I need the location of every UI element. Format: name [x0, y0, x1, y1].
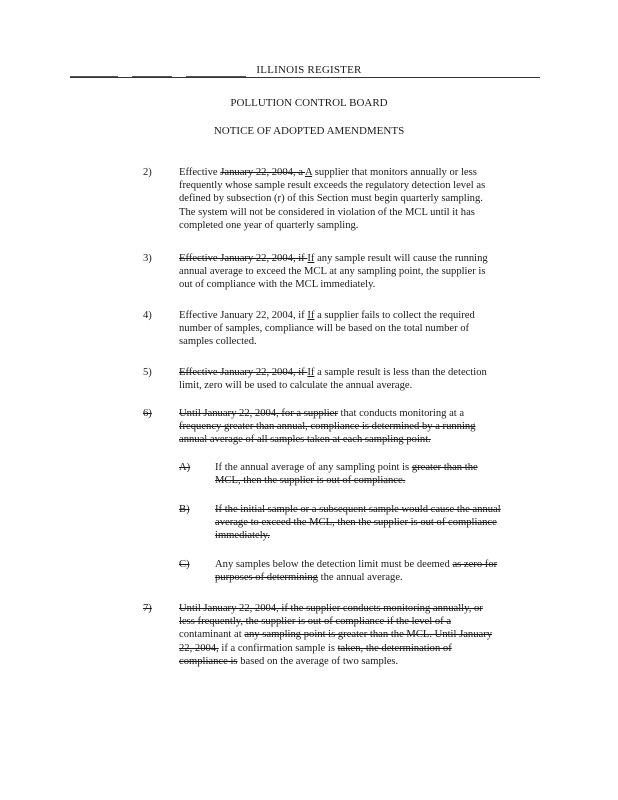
deleted-text: less frequently, the supplier is out of compliance if the level of a	[179, 616, 452, 628]
text-run: defined by subsection (r) of this Section must begin quarterly sampling.	[179, 193, 483, 205]
item-number: B)	[179, 504, 190, 515]
item-number: C)	[179, 559, 190, 570]
text-line	[179, 309, 539, 322]
text-line	[215, 516, 540, 529]
text-run: a supplier fails to collect the required	[314, 310, 475, 321]
deleted-text: Until January 22, 2004, for a supplier	[179, 408, 338, 419]
text-line	[179, 219, 539, 232]
deleted-text: Effective January 22, 2004, if	[179, 253, 308, 264]
text-run: completed one year of quarterly sampling.	[179, 219, 359, 231]
item-text	[215, 503, 540, 543]
text-run: out of compliance with the MCL immediately.	[179, 279, 376, 291]
deleted-text: purposes of determining	[215, 572, 318, 584]
text-run: limit, zero will be used to calculate the annual average.	[179, 380, 413, 392]
text-line	[179, 166, 539, 179]
item-text	[179, 252, 539, 292]
text-run: annual average to exceed the MCL at any sampling point, the supplier is	[179, 266, 486, 278]
text-run: supplier that monitors annually or less	[312, 167, 477, 178]
deleted-text: If the initial sample or a subsequent sample would cause the annual	[215, 504, 501, 515]
text-line	[179, 322, 539, 335]
deleted-text: January 22, 2004, a	[220, 167, 306, 178]
deleted-text: annual average of all samples taken at each sampling point.	[179, 434, 431, 446]
item-text	[179, 602, 539, 668]
text-run: frequently whose sample result exceeds the regulatory detection level as	[179, 180, 486, 192]
item-number: 5)	[143, 367, 152, 378]
text-run: number of samples, compliance will be based on the total number of	[179, 323, 470, 335]
inserted-text: A	[305, 167, 313, 178]
item-number: A)	[179, 462, 191, 473]
text-line	[215, 503, 540, 516]
item-text	[215, 558, 540, 584]
text-line	[179, 420, 539, 433]
item-number: 2)	[143, 167, 152, 178]
board-title: POLLUTION CONTROL BOARD	[230, 97, 388, 109]
deleted-text: compliance is	[179, 655, 238, 667]
text-run: based on the average of two samples.	[237, 655, 399, 667]
text-line	[179, 655, 539, 668]
text-run: contaminant at	[179, 629, 245, 641]
deleted-text: frequency greater than annual, compliance is determined by a running	[179, 421, 476, 433]
text-line	[179, 192, 539, 205]
text-line	[179, 335, 539, 348]
text-run: If the annual average of any sampling point is	[215, 462, 412, 473]
text-line	[215, 461, 540, 474]
text-run: samples collected.	[179, 336, 257, 348]
deleted-text: any sampling point is greater than the MCL. Until January	[244, 629, 493, 641]
text-run: a sample result is less than the detection	[314, 367, 487, 378]
item-text	[179, 407, 539, 447]
inserted-text: If	[307, 310, 315, 321]
item-number: 3)	[143, 253, 152, 264]
text-line	[215, 529, 540, 542]
deleted-text: greater than the	[411, 462, 478, 473]
text-run: any sample result will cause the running	[314, 253, 488, 264]
text-line	[179, 265, 539, 278]
deleted-text: Until January 22, 2004, if the supplier conducts monitoring annually, or	[179, 603, 483, 614]
text-run: The system will not be considered in violation of the MCL until it has	[179, 206, 475, 218]
text-run: Effective	[179, 167, 221, 178]
inserted-text: If	[307, 367, 315, 378]
deleted-text: immediately.	[215, 530, 270, 542]
text-line	[215, 571, 540, 584]
text-line	[179, 433, 539, 446]
item-number: 4)	[143, 310, 152, 321]
item-text	[179, 366, 539, 392]
item-number: 7)	[143, 603, 152, 614]
text-line	[179, 252, 539, 265]
text-line	[179, 642, 539, 655]
text-line	[179, 602, 539, 615]
register-title: ILLINOIS REGISTER	[256, 64, 362, 76]
text-line	[179, 407, 539, 420]
deleted-text: Effective January 22, 2004, if	[179, 367, 308, 378]
text-line	[179, 615, 539, 628]
text-run: if a confirmation sample is	[218, 642, 338, 654]
item-text	[179, 309, 539, 349]
deleted-text: average to exceed the MCL, then the supplier is out of compliance	[215, 517, 497, 529]
text-line	[179, 366, 539, 379]
deleted-text: taken, the determination of	[337, 642, 452, 654]
text-run: that conducts monitoring at a	[337, 408, 465, 419]
text-run: Effective January 22, 2004, if	[179, 310, 308, 321]
text-line	[179, 206, 539, 219]
text-line	[179, 179, 539, 192]
text-line	[179, 278, 539, 291]
text-line	[179, 628, 539, 641]
text-run: Any samples below the detection limit must be deemed	[215, 559, 453, 570]
deleted-text: MCL, then the supplier is out of compliance.	[215, 475, 406, 487]
item-text	[179, 166, 539, 232]
notice-title: NOTICE OF ADOPTED AMENDMENTS	[213, 125, 405, 137]
text-line	[215, 474, 540, 487]
text-line	[215, 558, 540, 571]
deleted-text: 22, 2004,	[179, 642, 219, 654]
item-number: 6)	[143, 408, 152, 419]
text-run: the annual average.	[317, 572, 403, 584]
deleted-text: as zero for	[452, 559, 498, 570]
inserted-text: If	[307, 253, 315, 264]
text-line	[179, 379, 539, 392]
item-text	[215, 461, 540, 487]
